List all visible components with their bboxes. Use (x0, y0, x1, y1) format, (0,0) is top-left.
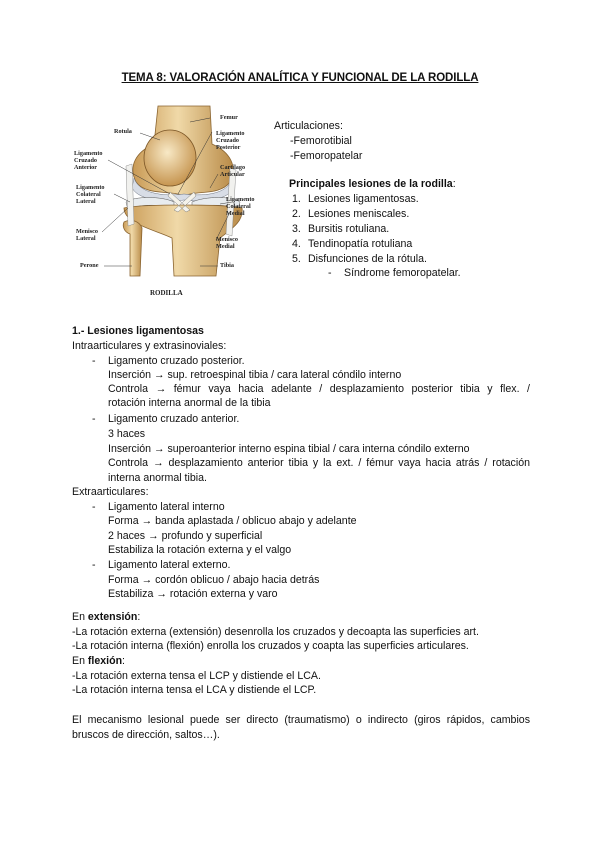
lli-haces: 2 haces → profundo y superficial (108, 530, 263, 542)
dash-bullet: - (328, 267, 332, 279)
figure-caption: RODILLA (150, 289, 183, 297)
flexion-word: flexión (87, 655, 123, 667)
lesiones-heading (289, 178, 456, 190)
label-cartilago-articular: Cartilago Articular (220, 164, 246, 178)
lesion-subitem (328, 267, 461, 279)
extension-word: extensión (87, 611, 138, 623)
lesion-item (292, 208, 409, 220)
lesion-number: 4. (292, 238, 301, 250)
flexion-heading (72, 655, 532, 667)
flexion-colon: : (122, 655, 125, 667)
lcp-controla: Controla → fémur vaya hacia adelante / desplazamiento posterior tibia y flex. / (108, 383, 530, 395)
lca-title: Ligamento cruzado anterior. (108, 413, 240, 425)
lesion-item (292, 238, 412, 250)
lesion-number: 5. (292, 253, 301, 265)
label-lig-cruzado-posterior: Ligamento Cruzado Posterior (216, 130, 245, 151)
lca-haces: 3 haces (108, 428, 146, 440)
patella-shape (144, 130, 196, 186)
lesion-number: 1. (292, 193, 301, 205)
lli-forma: Forma → banda aplastada / oblicuo abajo y adelante (108, 515, 357, 527)
label-lig-colateral-medial: Ligamento Colateral Medial (226, 196, 255, 217)
lcp-insercion: Inserción → sup. retroespinal tibia / cara lateral cóndilo interno (108, 369, 402, 381)
lesion-item (292, 253, 427, 265)
lca-insercion: Inserción → superoanterior interno espina tibial / cara interna cóndilo externo (108, 443, 470, 455)
label-lig-cruzado-anterior: Ligamento Cruzado Anterior (74, 150, 103, 171)
extension-line: -La rotación interna (flexión) enrolla los cruzados y coapta las superficies articulares. (72, 640, 469, 652)
lesion-number: 2. (292, 208, 301, 220)
lesion-item (292, 223, 389, 235)
label-menisco-lateral: Menisco Lateral (76, 228, 98, 242)
extra-heading: Extraarticulares: (72, 486, 149, 498)
lesion-text: Bursitis rotuliana. (308, 223, 390, 235)
lesion-item (292, 193, 419, 205)
lesion-number: 3. (292, 223, 301, 235)
label-perone: Perone (80, 262, 99, 269)
dash-bullet: - (92, 501, 96, 513)
extension-line: -La rotación externa (extensión) desenrolla los cruzados y decoapta las superficies art. (72, 626, 479, 638)
dash-bullet: - (92, 355, 96, 367)
lesiones-heading-text: Principales lesiones de la rodilla (289, 178, 453, 190)
lesion-text: Disfunciones de la rótula. (308, 253, 427, 265)
lesion-text: Lesiones ligamentosas. (308, 193, 419, 205)
lle-title: Ligamento lateral externo. (108, 559, 231, 571)
lle-estabiliza: Estabiliza → rotación externa y varo (108, 588, 278, 600)
articulacion-item: -Femoropatelar (290, 150, 363, 162)
lli-title: Ligamento lateral interno (108, 501, 225, 513)
label-tibia: Tibia (220, 262, 234, 269)
flexion-prefix: En (72, 655, 88, 667)
extension-prefix: En (72, 611, 88, 623)
lli-estabiliza: Estabiliza la rotación externa y el valgo (108, 544, 292, 556)
flexion-line: -La rotación interna tensa el LCA y distiende el LCP. (72, 684, 317, 696)
lesiones-heading-colon: : (452, 178, 456, 190)
articulacion-item: -Femorotibial (290, 135, 352, 147)
extension-heading (72, 611, 532, 623)
lesion-text: Tendinopatía rotuliana (308, 238, 413, 250)
page-title: TEMA 8: VALORACIÓN ANALÍTICA Y FUNCIONAL DE LA RODILLA (121, 72, 479, 84)
knee-anatomy-figure (70, 104, 270, 304)
fibula-shape (123, 220, 142, 276)
lca-controla-cont: interna anormal tibia. (108, 472, 207, 484)
label-lig-colateral-lateral: Ligamento Colateral Lateral (76, 184, 105, 205)
lle-forma: Forma → cordón oblicuo / abajo hacia detrás (108, 574, 320, 586)
lcp-controla-cont: rotación interna anormal de la tibia (108, 397, 271, 409)
lcp-title: Ligamento cruzado posterior. (108, 355, 245, 367)
label-menisco-medial: Menisco Medial (216, 236, 238, 250)
lca-controla: Controla → desplazamiento anterior tibia y la ext. / fémur vaya hacia atrás / rotación (108, 457, 530, 469)
intra-heading: Intraarticulares y extrasinoviales: (72, 340, 227, 352)
lesion-subitem-text: Síndrome femoropatelar. (344, 267, 461, 279)
label-rotula: Rotula (114, 128, 132, 135)
dash-bullet: - (92, 413, 96, 425)
section-heading: 1.- Lesiones ligamentosas (72, 325, 204, 337)
articulaciones-heading: Articulaciones: (274, 120, 343, 132)
mecanismo-paragraph-cont: bruscos de dirección, saltos…). (72, 729, 220, 741)
label-femur: Femur (220, 114, 238, 121)
dash-bullet: - (92, 559, 96, 571)
extension-colon: : (137, 611, 141, 623)
mecanismo-paragraph: El mecanismo lesional puede ser directo (traumatismo) o indirecto (giros rápidos, cambios (72, 714, 530, 726)
lesion-text: Lesiones meniscales. (308, 208, 410, 220)
flexion-line: -La rotación externa tensa el LCP y distiende el LCA. (72, 670, 321, 682)
